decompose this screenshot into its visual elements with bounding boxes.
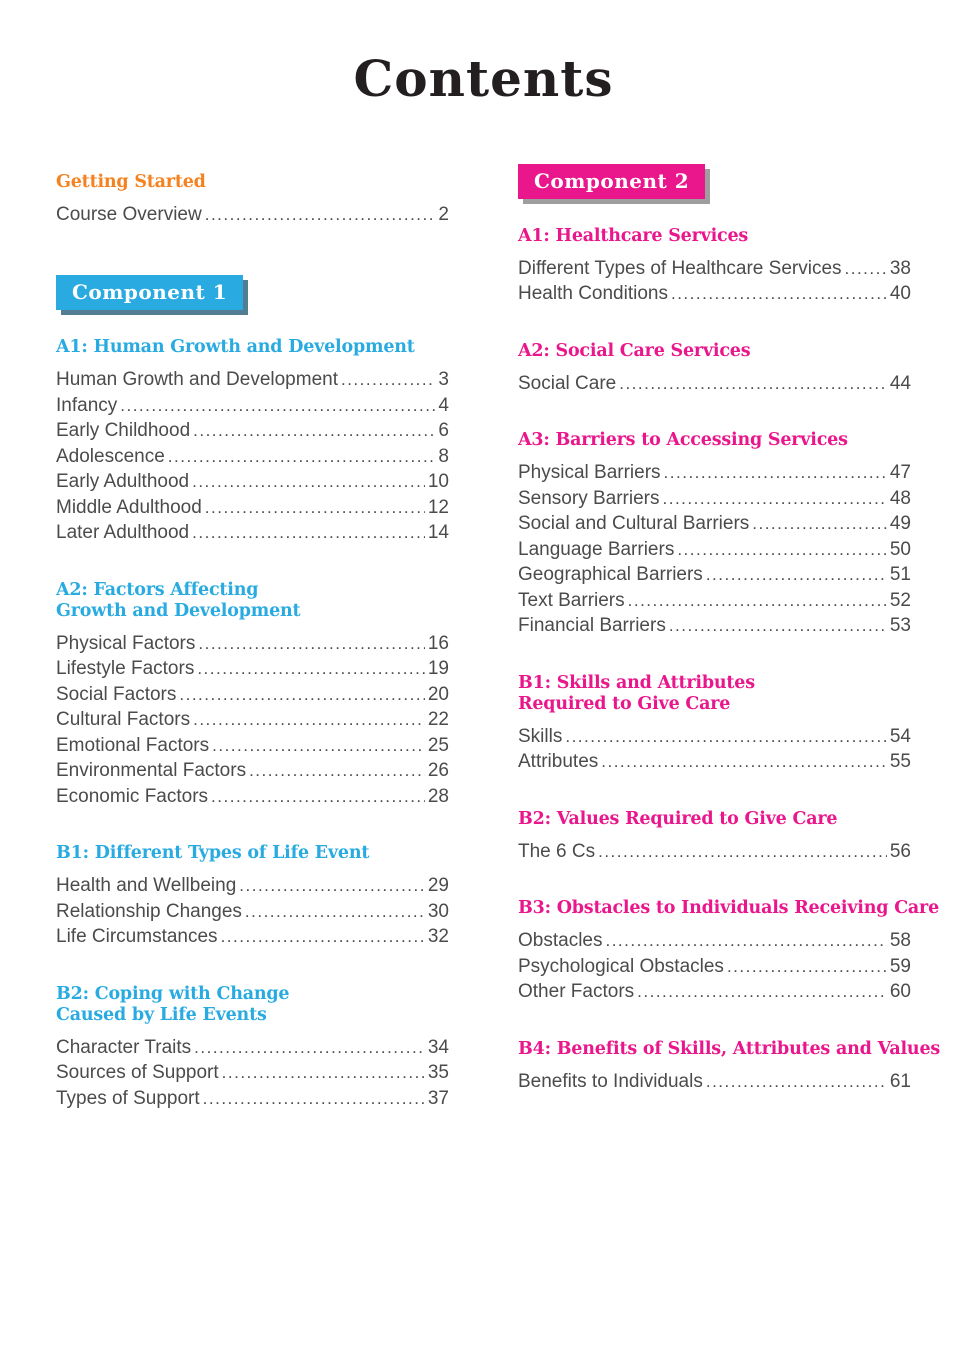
toc-entry [518,588,911,614]
toc-section-a2-social-care-services [518,341,911,397]
dot-leader [192,469,425,495]
dot-leader [212,733,425,759]
toc-entry-page: 10 [427,471,449,492]
toc-entry-label: Obstacles [518,930,603,951]
toc-entry [56,444,449,470]
toc-entry-page: 47 [889,462,911,483]
toc-section-b4-benefits-of-skills-attributes-and-values [518,1038,941,1095]
dot-leader [179,682,424,708]
toc-entry [56,1035,449,1061]
toc-entry-page: 22 [427,709,449,730]
dot-leader [664,460,887,486]
dot-leader [221,924,425,950]
toc-entry [56,202,449,228]
toc-section-a2-factors-affecting [56,580,449,810]
toc-entry-page: 28 [427,785,449,807]
toc-entry-label: Course Overview [56,203,202,225]
toc-entry [56,656,449,682]
toc-entry-page: 32 [427,926,449,947]
toc-entry-page: 49 [889,513,911,534]
toc-entry-label: Social and Cultural Barriers [518,513,750,534]
section-heading: B2: Values Required to Give Care [518,808,838,829]
toc-entry-label: Sources of Support [56,1062,219,1083]
dot-leader [120,393,435,419]
page-title: Contents [353,49,614,108]
toc-entry-label: Psychological Obstacles [518,955,724,977]
toc-entry-page: 26 [427,760,449,781]
toc-entry-page: 35 [427,1062,449,1083]
dot-leader [211,784,425,810]
toc-entry [56,631,449,657]
toc-section-b2-coping-with-change [56,984,449,1112]
toc-section-a1-human-growth-and-development [56,337,449,546]
toc-entry-label: Text Barriers [518,589,625,611]
column-right [518,150,941,1129]
toc-entry-label: Health and Wellbeing [56,875,237,896]
toc-entry [56,899,449,925]
toc-entry-label: Middle Adulthood [56,496,202,518]
toc-entry-page: 20 [427,683,449,705]
toc-section-b1-different-types-of-life-event [56,843,449,950]
toc-entry-label: Character Traits [56,1036,192,1058]
toc-entry-page: 30 [427,900,449,922]
toc-entry [518,281,911,307]
toc-entry [56,520,449,546]
toc-entry [56,682,449,708]
dot-leader [605,928,886,954]
toc-entry-label: Infancy [56,394,118,416]
toc-entry-page: 19 [427,658,449,679]
toc-entry [56,393,449,419]
dot-leader [845,256,887,282]
dot-leader [565,724,887,750]
toc-entry-page: 44 [889,372,911,394]
toc-entry-page: 56 [889,840,911,862]
toc-entry [518,460,911,486]
section-heading: A2: Factors Affecting Growth and Development [56,579,301,621]
section-heading: B4: Benefits of Skills, Attributes and Values [518,1038,941,1059]
section-heading: B1: Skills and Attributes Required to Give Care [518,672,755,714]
section-heading: B1: Different Types of Life Event [56,843,370,863]
dot-leader [249,758,425,784]
toc-entry [56,469,449,495]
toc-entry-label: Emotional Factors [56,734,210,756]
section-heading: B2: Coping with Change Caused by Life Events [56,983,290,1025]
dot-leader [194,1035,425,1061]
dot-leader [203,1086,425,1112]
toc-entry [56,758,449,784]
toc-entry-label: Benefits to Individuals [518,1070,703,1092]
toc-entry [56,418,449,444]
dot-leader [222,1060,425,1086]
toc-entry [518,954,911,980]
toc-entry-label: Economic Factors [56,785,209,807]
toc-entry-label: Financial Barriers [518,615,666,636]
toc-entry-label: Different Types of Healthcare Services [518,257,842,279]
toc-entry-label: Later Adulthood [56,522,190,543]
toc-entry-page: 59 [889,955,911,977]
toc-entry [56,784,449,810]
toc-section-a3-barriers-to-accessing-services [518,430,911,639]
dot-leader [601,749,887,775]
section-heading: A1: Human Growth and Development [56,337,415,357]
toc-entry-page: 55 [889,751,911,772]
dot-leader [663,486,887,512]
toc-entry [56,1060,449,1086]
toc-entry-page: 54 [889,725,911,747]
toc-entry-page: 4 [438,394,449,416]
component-badge-wrap [518,164,911,199]
dot-leader [245,899,425,925]
toc-entry [56,1086,449,1112]
toc-entry-page: 53 [889,615,911,636]
toc-entry [518,256,911,282]
toc-section-a1-healthcare-services [518,226,911,307]
toc-entry-page: 52 [889,589,911,611]
toc-entry [518,749,911,775]
toc-entry-page: 25 [427,734,449,756]
component-badge-wrap [56,275,449,310]
toc-entry [518,979,911,1005]
toc-entry-label: Adolescence [56,445,165,467]
dot-leader [637,979,887,1005]
section-heading: A2: Social Care Services [518,340,751,361]
column-left [56,150,449,1146]
toc-entry-label: Early Adulthood [56,471,190,492]
toc-section-b3-obstacles-to-individuals-receiving-care [518,898,940,1005]
toc-entry-label: Other Factors [518,981,635,1002]
toc-entry-label: Environmental Factors [56,760,247,781]
toc-columns [56,150,941,1146]
toc-entry-label: Attributes [518,751,599,772]
toc-entry-label: Health Conditions [518,283,668,304]
toc-entry-label: Relationship Changes [56,900,242,922]
toc-entry-label: Sensory Barriers [518,487,660,509]
dot-leader [598,839,887,865]
toc-entry [56,873,449,899]
toc-entry [518,1069,911,1095]
toc-entry-label: Early Childhood [56,420,191,441]
toc-entry-page: 60 [889,981,911,1002]
toc-entry [518,537,911,563]
section-heading: Getting Started [56,171,206,192]
dot-leader [671,281,887,307]
toc-entry [518,562,911,588]
toc-entry-page: 2 [438,203,449,225]
dot-leader [197,656,425,682]
toc-entry-label: Physical Barriers [518,462,661,483]
toc-entry-label: Social Factors [56,683,177,705]
toc-entry-page: 29 [427,875,449,896]
toc-entry-page: 3 [438,369,449,390]
dot-leader [168,444,436,470]
badge-component-2: Component 2 [518,164,705,199]
dot-leader [205,202,436,228]
toc-entry-page: 40 [889,283,911,304]
dot-leader [677,537,887,563]
toc-entry-page: 16 [427,632,449,654]
dot-leader [239,873,425,899]
dot-leader [619,371,887,397]
toc-entry-label: Lifestyle Factors [56,658,195,679]
toc-entry-page: 14 [427,522,449,543]
toc-entry-page: 34 [427,1036,449,1058]
toc-entry-page: 61 [889,1070,911,1092]
toc-entry-page: 6 [438,420,449,441]
toc-entry [56,707,449,733]
toc-entry-label: Cultural Factors [56,709,191,730]
toc-entry-label: Social Care [518,372,617,394]
toc-entry-page: 50 [889,538,911,560]
dot-leader [706,562,887,588]
dot-leader [669,613,887,639]
toc-entry [518,511,911,537]
dot-leader [198,631,424,657]
toc-entry-page: 38 [889,257,911,279]
dot-leader [752,511,887,537]
dot-leader [727,954,887,980]
dot-leader [193,418,435,444]
toc-entry [56,924,449,950]
toc-entry-label: Physical Factors [56,632,196,654]
toc-entry-page: 8 [438,445,449,467]
dot-leader [706,1069,887,1095]
toc-section-getting-started [56,172,449,228]
toc-entry [518,724,911,750]
toc-entry [56,733,449,759]
toc-entry [518,486,911,512]
toc-entry [518,839,911,865]
dot-leader [193,707,425,733]
dot-leader [205,495,425,521]
toc-entry-page: 37 [427,1087,449,1109]
toc-entry [518,371,911,397]
toc-section-b2-values-required-to-give-care [518,809,911,865]
toc-entry-page: 12 [427,496,449,518]
dot-leader [628,588,887,614]
toc-entry [518,928,911,954]
toc-entry-page: 58 [889,930,911,951]
toc-entry-label: Geographical Barriers [518,564,703,585]
toc-entry [518,613,911,639]
toc-entry-label: The 6 Cs [518,840,596,862]
toc-entry-page: 51 [889,564,911,585]
dot-leader [192,520,425,546]
toc-entry-label: Types of Support [56,1087,200,1109]
toc-entry-label: Language Barriers [518,538,675,560]
section-heading: B3: Obstacles to Individuals Receiving Care [518,898,940,918]
toc-entry [56,367,449,393]
badge-component-1: Component 1 [56,275,243,310]
dot-leader [341,367,435,393]
toc-entry-label: Human Growth and Development [56,369,338,390]
toc-entry-page: 48 [889,487,911,509]
toc-section-b1-skills-and-attributes [518,673,911,775]
toc-entry [56,495,449,521]
section-heading: A3: Barriers to Accessing Services [518,430,848,450]
toc-entry-label: Life Circumstances [56,926,218,947]
section-heading: A1: Healthcare Services [518,225,749,246]
toc-entry-label: Skills [518,725,563,747]
